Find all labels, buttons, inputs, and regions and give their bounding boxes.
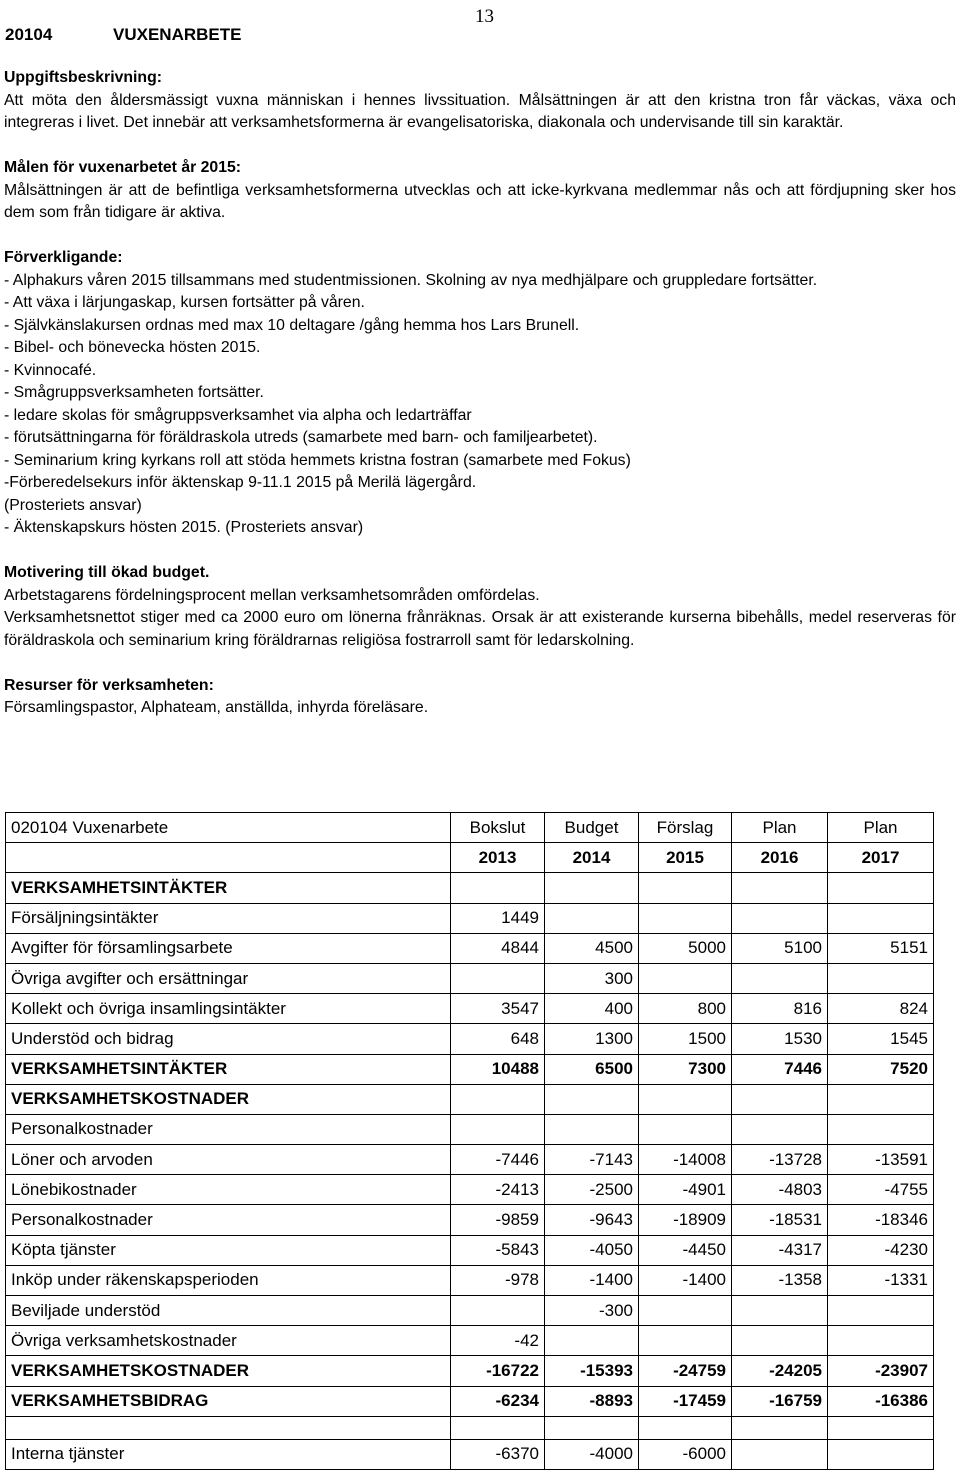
row-value: -4050 [545, 1235, 639, 1265]
row-value [545, 1326, 639, 1356]
row-value [639, 1296, 732, 1326]
list-item: - Att växa i lärjungaskap, kursen fortsätter på våren. [4, 294, 365, 311]
row-label: Beviljade understöd [6, 1296, 451, 1326]
row-value: -1400 [639, 1265, 732, 1295]
row-value: -1400 [545, 1265, 639, 1295]
section-paragraph: Verksamhetsnettot stiger med ca 2000 euro om lönerna frånräknas. Orsak är att existerande kurserna bibehålls, medel reserveras för föräldraskola och seminarium kring föräldrarnas religiösa fostrarroll samt för ledarskolning. [4, 609, 956, 649]
row-value: -6370 [451, 1439, 545, 1469]
row-label: Försäljningsintäkter [6, 903, 451, 933]
row-label: VERKSAMHETSINTÄKTER [6, 1054, 451, 1084]
table-header-row [6, 813, 934, 843]
row-value: -2413 [451, 1175, 545, 1205]
row-value: -18531 [732, 1205, 828, 1235]
section-paragraph: Arbetstagarens fördelningsprocent mellan verksamhetsområden omfördelas. [4, 586, 540, 604]
row-value: 5000 [639, 933, 732, 963]
row-label: VERKSAMHETSKOSTNADER [6, 1084, 451, 1114]
row-label: Köpta tjänster [6, 1235, 451, 1265]
row-value: -4230 [828, 1235, 934, 1265]
table-row [6, 1205, 934, 1235]
row-value [451, 873, 545, 903]
table-row [6, 1145, 934, 1175]
row-value: -13728 [732, 1145, 828, 1175]
column-year: 2013 [451, 843, 545, 873]
section-name: VUXENARBETE [113, 25, 242, 44]
section-paragraph: Att möta den åldersmässigt vuxna människan i hennes livssituation. Målsättningen är att den kristna tron får väckas, växa och integreras i livet. Det innebär att verksamhetsformerna är evangelisatoriska, diakonala och undervisande till sin karaktär. [4, 91, 956, 131]
row-value: 1300 [545, 1024, 639, 1054]
row-value: -6000 [639, 1439, 732, 1469]
row-value: -16759 [732, 1386, 828, 1416]
table-row [6, 1386, 934, 1416]
row-value [639, 963, 732, 993]
row-value [732, 1326, 828, 1356]
column-year: 2017 [828, 843, 934, 873]
row-value [732, 1114, 828, 1144]
empty-cell [732, 1416, 828, 1439]
row-label: Lönebikostnader [6, 1175, 451, 1205]
row-value [828, 1084, 934, 1114]
table-spacer-row [6, 1416, 934, 1439]
row-value: -16722 [451, 1356, 545, 1386]
list-item: - ledare skolas för smågruppsverksamhet via alpha och ledarträffar [4, 406, 472, 424]
table-row [6, 963, 934, 993]
list-item: - förutsättningarna för föräldraskola utreds (samarbete med barn- och familjearbetet). [4, 429, 598, 446]
table-row [6, 1114, 934, 1144]
table-row [6, 1296, 934, 1326]
table-row [6, 1235, 934, 1265]
row-value: 816 [732, 994, 828, 1024]
table-row [6, 1356, 934, 1386]
empty-cell [6, 843, 451, 873]
list-item: - Bibel- och bönevecka hösten 2015. [4, 339, 261, 356]
row-value: 10488 [451, 1054, 545, 1084]
list-item: (Prosteriets ansvar) [4, 496, 142, 514]
section-heading: Resurser för verksamheten: [4, 676, 214, 694]
table-row [6, 1326, 934, 1356]
row-value: 400 [545, 994, 639, 1024]
row-value: -1331 [828, 1265, 934, 1295]
row-label: VERKSAMHETSBIDRAG [6, 1386, 451, 1416]
row-value: 4500 [545, 933, 639, 963]
row-value: -5843 [451, 1235, 545, 1265]
row-label: Löner och arvoden [6, 1145, 451, 1175]
row-value [639, 1326, 732, 1356]
row-value [545, 903, 639, 933]
table-title: 020104 Vuxenarbete [6, 813, 451, 843]
document-body [4, 67, 956, 720]
row-value [732, 1084, 828, 1114]
row-value: -13591 [828, 1145, 934, 1175]
row-value: 648 [451, 1024, 545, 1054]
table-row [6, 1084, 934, 1114]
section-heading: Uppgiftsbeskrivning: [4, 69, 162, 86]
row-value: 7446 [732, 1054, 828, 1084]
row-label: Interna tjänster [6, 1439, 451, 1469]
row-value [828, 1296, 934, 1326]
row-value [545, 1114, 639, 1144]
row-value [451, 1084, 545, 1114]
row-label: Övriga avgifter och ersättningar [6, 963, 451, 993]
section-heading: Motivering till ökad budget. [4, 564, 210, 581]
list-item: -Förberedelsekurs inför äktenskap 9-11.1 2015 på Merilä lägergård. [4, 474, 477, 491]
row-value: 1449 [451, 903, 545, 933]
list-item: - Kvinnocafé. [4, 361, 97, 379]
row-value [732, 903, 828, 933]
table-row [6, 1439, 934, 1469]
row-value: -4901 [639, 1175, 732, 1205]
row-value: 7300 [639, 1054, 732, 1084]
list-item: - Alphakurs våren 2015 tillsammans med studentmissionen. Skolning av nya medhjälpare och gruppledare fortsätter. [4, 271, 818, 289]
row-value [639, 903, 732, 933]
row-value: -978 [451, 1265, 545, 1295]
row-value: -8893 [545, 1386, 639, 1416]
table-year-row [6, 843, 934, 873]
row-value [732, 963, 828, 993]
row-value: -9859 [451, 1205, 545, 1235]
row-value [732, 873, 828, 903]
table-row [6, 933, 934, 963]
row-value: -18346 [828, 1205, 934, 1235]
row-value: -18909 [639, 1205, 732, 1235]
row-value: 3547 [451, 994, 545, 1024]
table-row [6, 1265, 934, 1295]
row-value: -9643 [545, 1205, 639, 1235]
row-label: Understöd och bidrag [6, 1024, 451, 1054]
row-value: 1500 [639, 1024, 732, 1054]
row-value [639, 1084, 732, 1114]
list-item: - Självkänslakursen ordnas med max 10 deltagare /gång hemma hos Lars Brunell. [4, 316, 580, 334]
row-value: -23907 [828, 1356, 934, 1386]
row-label: Personalkostnader [6, 1114, 451, 1144]
empty-cell [6, 1416, 451, 1439]
row-value [828, 903, 934, 933]
row-label: Personalkostnader [6, 1205, 451, 1235]
row-value: -24759 [639, 1356, 732, 1386]
row-value: 6500 [545, 1054, 639, 1084]
section-heading: Målen för vuxenarbetet år 2015: [4, 159, 242, 176]
section-paragraph: Församlingspastor, Alphateam, anställda, inhyrda föreläsare. [4, 699, 429, 716]
column-year: 2016 [732, 843, 828, 873]
row-value: -4450 [639, 1235, 732, 1265]
empty-cell [639, 1416, 732, 1439]
row-value: 4844 [451, 933, 545, 963]
section-code: 20104 [5, 25, 53, 44]
column-type: Förslag [639, 813, 732, 843]
row-value [451, 963, 545, 993]
section-heading: Förverkligande: [4, 249, 123, 266]
table-row [6, 903, 934, 933]
row-value: -15393 [545, 1356, 639, 1386]
empty-cell [451, 1416, 545, 1439]
row-label: Kollekt och övriga insamlingsintäkter [6, 994, 451, 1024]
row-value: -17459 [639, 1386, 732, 1416]
row-value: -300 [545, 1296, 639, 1326]
row-value [639, 1114, 732, 1144]
section-paragraph: Målsättningen är att de befintliga verksamhetsformerna utvecklas och att icke-kyrkvana medlemmar nås och att fördjupning sker hos dem som från tidigare är aktiva. [4, 181, 956, 221]
row-value [828, 963, 934, 993]
row-value: 5100 [732, 933, 828, 963]
row-value: -6234 [451, 1386, 545, 1416]
row-value [451, 1114, 545, 1144]
column-type: Plan [828, 813, 934, 843]
row-value: 5151 [828, 933, 934, 963]
list-item: - Seminarium kring kyrkans roll att stöda hemmets kristna fostran (samarbete med Fokus) [4, 451, 631, 469]
row-value [828, 1114, 934, 1144]
budget-table [5, 812, 934, 1470]
row-value [828, 1326, 934, 1356]
row-value: -16386 [828, 1386, 934, 1416]
row-value: -4317 [732, 1235, 828, 1265]
row-value: -7143 [545, 1145, 639, 1175]
row-value [451, 1296, 545, 1326]
row-value: -14008 [639, 1145, 732, 1175]
row-value [545, 1084, 639, 1114]
row-value [732, 1296, 828, 1326]
row-value: -4803 [732, 1175, 828, 1205]
table-row [6, 873, 934, 903]
list-item: - Smågruppsverksamheten fortsätter. [4, 384, 264, 401]
table-row [6, 994, 934, 1024]
row-value [828, 1439, 934, 1469]
column-year: 2015 [639, 843, 732, 873]
row-value: -4000 [545, 1439, 639, 1469]
row-value: -42 [451, 1326, 545, 1356]
column-year: 2014 [545, 843, 639, 873]
empty-cell [545, 1416, 639, 1439]
row-value: 824 [828, 994, 934, 1024]
list-item: - Äktenskapskurs hösten 2015. (Prosteriets ansvar) [4, 519, 364, 536]
row-label: VERKSAMHETSKOSTNADER [6, 1356, 451, 1386]
row-value: 800 [639, 994, 732, 1024]
column-type: Plan [732, 813, 828, 843]
row-value: -7446 [451, 1145, 545, 1175]
column-type: Bokslut [451, 813, 545, 843]
row-value: 1530 [732, 1024, 828, 1054]
row-value: 7520 [828, 1054, 934, 1084]
column-type: Budget [545, 813, 639, 843]
row-label: Övriga verksamhetskostnader [6, 1326, 451, 1356]
row-value: -24205 [732, 1356, 828, 1386]
row-value: 300 [545, 963, 639, 993]
row-value: -2500 [545, 1175, 639, 1205]
row-label: Inköp under räkenskapsperioden [6, 1265, 451, 1295]
empty-cell [828, 1416, 934, 1439]
table-row [6, 1054, 934, 1084]
row-value: 1545 [828, 1024, 934, 1054]
page-number: 13 [475, 6, 494, 27]
row-value [545, 873, 639, 903]
row-value: -4755 [828, 1175, 934, 1205]
table-row [6, 1175, 934, 1205]
row-value [732, 1439, 828, 1469]
row-value: -1358 [732, 1265, 828, 1295]
row-label: Avgifter för församlingsarbete [6, 933, 451, 963]
table-row [6, 1024, 934, 1054]
row-value [639, 873, 732, 903]
page-header [5, 6, 955, 64]
row-label: VERKSAMHETSINTÄKTER [6, 873, 451, 903]
row-value [828, 873, 934, 903]
